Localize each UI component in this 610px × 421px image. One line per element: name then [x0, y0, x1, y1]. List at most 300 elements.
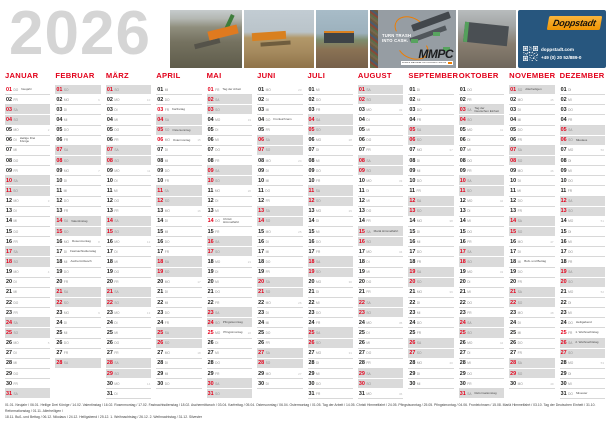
weekday-abbr: SO: [416, 280, 422, 285]
weekday-abbr: FR: [517, 209, 522, 214]
day-number: 12: [157, 198, 164, 205]
weekday-abbr: SO: [114, 371, 119, 376]
day-number: 24: [510, 319, 517, 326]
weekday-abbr: MO: [63, 168, 70, 173]
day-cell: [257, 166, 302, 176]
weekday-abbr: MO: [114, 310, 120, 315]
day-cell: [560, 197, 605, 207]
mmpc-ad-panel: [370, 10, 456, 68]
day-cell: [560, 126, 605, 136]
day-cell: [509, 247, 554, 257]
day-number: 11: [308, 187, 315, 194]
weekday-abbr: MI: [366, 341, 370, 346]
day-cell: [55, 85, 100, 95]
day-number: 24: [6, 319, 12, 326]
day-number: 29: [6, 370, 12, 377]
day-cell: [408, 176, 453, 186]
day-cell: [308, 298, 353, 308]
day-cell: [207, 318, 252, 328]
day-number: 30: [6, 380, 12, 387]
weekday-abbr: MO: [265, 87, 271, 92]
day-number: 21: [409, 289, 416, 296]
day-number: 13: [56, 208, 63, 215]
day-number: 21: [510, 289, 517, 296]
day-number: 15: [358, 228, 365, 235]
week-number: 28: [348, 138, 352, 143]
day-number: 31: [207, 390, 214, 397]
weekday-abbr: MO: [366, 320, 372, 325]
day-cell: [308, 308, 353, 318]
day-number: 01: [157, 86, 164, 93]
day-cell: [156, 359, 201, 369]
day-cell: [560, 359, 605, 369]
day-number: 15: [308, 228, 315, 235]
weekday-abbr: SA: [13, 320, 18, 325]
weekday-abbr: DI: [568, 300, 572, 305]
weekday-abbr: SA: [114, 148, 119, 153]
day-number: 26: [510, 340, 517, 347]
week-number: 36: [398, 391, 403, 396]
day-cell: [106, 369, 151, 379]
month-name: FEBRUAR: [55, 71, 95, 80]
day-number: 29: [358, 370, 365, 377]
day-number: 18: [308, 258, 315, 265]
day-cell: [308, 217, 353, 227]
day-number: 04: [459, 116, 466, 123]
weekday-abbr: DO: [568, 107, 573, 112]
day-number: 25: [56, 329, 63, 336]
day-number: 28: [358, 360, 365, 367]
day-number: 28: [56, 360, 63, 367]
weekday-abbr: SO: [114, 300, 119, 305]
day-cell: [5, 257, 50, 267]
day-cell: [509, 318, 554, 328]
weekday-abbr: SO: [114, 158, 119, 163]
weekday-abbr: DO: [265, 330, 271, 335]
day-number: 05: [6, 127, 12, 134]
weekday-abbr: DO: [568, 391, 573, 396]
weekday-abbr: MI: [164, 87, 169, 92]
day-number: 05: [560, 127, 567, 134]
day-cell: [459, 217, 504, 227]
day-cell: [257, 379, 302, 389]
weekday-abbr: MI: [467, 361, 471, 366]
day-number: 07: [6, 147, 12, 154]
day-cell: [560, 308, 605, 318]
day-number: 27: [258, 350, 265, 357]
day-cell: [207, 126, 252, 136]
day-number: 18: [56, 258, 63, 265]
day-number: 23: [560, 309, 567, 316]
weekday-abbr: MI: [568, 97, 572, 102]
day-cell: [257, 369, 302, 379]
day-number: 07: [308, 147, 315, 154]
day-number: 10: [459, 177, 466, 184]
weekday-abbr: MO: [63, 310, 70, 315]
day-number: 12: [258, 198, 265, 205]
weekday-abbr: SA: [517, 361, 522, 366]
day-number: 21: [106, 289, 113, 296]
day-cell: [408, 288, 453, 298]
day-cell: [207, 298, 252, 308]
day-cell: [106, 257, 151, 267]
day-cell: [257, 136, 302, 146]
day-number: 22: [207, 299, 214, 306]
day-cell: [5, 339, 50, 349]
day-cell: [55, 207, 100, 217]
day-number: 05: [358, 127, 365, 134]
day-cell: [106, 146, 151, 156]
weekday-abbr: DO: [13, 158, 19, 163]
weekday-abbr: MI: [265, 249, 270, 254]
day-cell: [5, 379, 50, 389]
day-number: 20: [308, 279, 315, 286]
day-number: 27: [157, 350, 164, 357]
day-cell: [560, 176, 605, 186]
weekday-abbr: FR: [164, 107, 169, 112]
day-cell: [308, 166, 353, 176]
day-number: 14: [308, 218, 315, 225]
weekday-abbr: MO: [214, 188, 220, 193]
day-cell: [106, 288, 151, 298]
weekday-abbr: FR: [366, 148, 371, 153]
day-cell: [358, 308, 403, 318]
holiday-note: Pfingstsonntag: [222, 320, 243, 325]
weekday-abbr: FR: [416, 330, 422, 335]
day-cell: [106, 136, 151, 146]
day-number: 22: [510, 299, 517, 306]
weekday-abbr: MO: [366, 107, 372, 112]
weekday-abbr: SO: [265, 361, 271, 366]
day-number: 31: [308, 390, 315, 397]
day-cell: [156, 379, 201, 389]
day-cell: [257, 95, 302, 105]
weekday-abbr: MO: [164, 351, 170, 356]
weekday-abbr: SA: [366, 371, 371, 376]
day-cell: [156, 136, 201, 146]
day-number: 14: [207, 218, 214, 225]
day-cell: [106, 95, 151, 105]
day-cell: [257, 207, 302, 217]
calendar-grid: [5, 70, 605, 399]
weekday-abbr: FR: [215, 229, 220, 234]
weekday-abbr: SO: [366, 97, 372, 102]
day-number: 24: [106, 319, 113, 326]
day-number: 19: [207, 269, 214, 276]
day-cell: [207, 389, 252, 399]
day-number: 03: [459, 106, 466, 113]
day-number: 24: [207, 319, 214, 326]
day-cell: [207, 207, 252, 217]
day-cell: [408, 207, 453, 217]
trash-photo-strip: [370, 10, 378, 68]
weekday-abbr: MI: [366, 270, 370, 275]
day-number: 14: [510, 218, 517, 225]
weekday-abbr: MI: [164, 300, 169, 305]
week-number: 53: [600, 361, 604, 366]
weekday-abbr: DO: [316, 381, 321, 386]
day-number: 09: [6, 167, 12, 174]
weekday-abbr: DI: [164, 361, 168, 366]
day-number: 02: [459, 96, 466, 103]
weekday-abbr: MO: [215, 259, 221, 264]
holiday-legend: [5, 403, 605, 420]
day-number: 15: [459, 228, 466, 235]
week-number: 30: [348, 280, 352, 285]
weekday-abbr: FR: [63, 138, 69, 143]
weekday-abbr: MI: [13, 148, 18, 153]
day-number: 23: [56, 309, 63, 316]
weekday-abbr: MI: [63, 330, 68, 335]
holiday-note: Aschermittwoch: [70, 259, 92, 264]
day-cell: [156, 105, 201, 115]
day-cell: [509, 156, 554, 166]
weekday-abbr: SA: [215, 381, 220, 386]
weekday-abbr: FR: [63, 351, 69, 356]
day-cell: [509, 298, 554, 308]
day-cell: [408, 359, 453, 369]
day-cell: [560, 105, 605, 115]
day-cell: [459, 328, 504, 338]
day-cell: [156, 328, 201, 338]
day-cell: [459, 156, 504, 166]
day-cell: [207, 359, 252, 369]
day-number: 01: [459, 86, 466, 93]
day-cell: [257, 227, 302, 237]
day-number: 22: [157, 299, 164, 306]
weekday-abbr: MO: [416, 148, 422, 153]
day-number: 14: [56, 218, 63, 225]
day-cell: [408, 227, 453, 237]
day-cell: [156, 115, 201, 125]
week-number: 12: [146, 239, 151, 244]
day-number: 30: [510, 380, 517, 387]
day-cell: [106, 359, 151, 369]
day-cell: [509, 146, 554, 156]
weekday-abbr: MI: [316, 371, 320, 376]
day-number: 17: [560, 248, 567, 255]
day-cell: [106, 389, 151, 399]
day-cell: [156, 217, 201, 227]
day-cell: [308, 359, 353, 369]
day-cell: [207, 115, 252, 125]
day-number: 15: [258, 228, 265, 235]
day-cell: [308, 237, 353, 247]
day-cell: [5, 95, 50, 105]
weekday-abbr: MI: [265, 320, 270, 325]
weekday-abbr: MO: [316, 209, 322, 214]
weekday-abbr: DI: [568, 158, 572, 163]
day-number: 10: [207, 177, 214, 184]
day-cell: [408, 217, 453, 227]
day-number: 14: [459, 218, 466, 225]
day-cell: [509, 349, 554, 359]
day-cell: [308, 288, 353, 298]
day-number: 28: [207, 360, 214, 367]
day-number: 21: [308, 289, 315, 296]
week-number: 32: [398, 107, 403, 112]
weekday-abbr: SO: [13, 117, 19, 122]
weekday-abbr: DO: [13, 300, 19, 305]
weekday-abbr: MI: [164, 371, 169, 376]
weekday-abbr: SO: [416, 209, 422, 214]
day-number: 04: [6, 116, 12, 123]
weekday-abbr: SO: [568, 351, 573, 356]
day-number: 11: [409, 187, 416, 194]
day-cell: [358, 85, 403, 95]
weekday-abbr: SO: [467, 330, 472, 335]
day-number: 05: [207, 127, 214, 134]
day-number: 21: [157, 289, 164, 296]
weekday-abbr: MI: [114, 259, 118, 264]
weekday-abbr: MO: [164, 138, 170, 143]
weekday-abbr: FR: [13, 381, 18, 386]
weekday-abbr: DI: [366, 117, 370, 122]
day-number: 05: [409, 127, 416, 134]
weekday-abbr: MI: [416, 168, 421, 173]
weekday-abbr: MO: [114, 168, 120, 173]
day-number: 17: [258, 248, 265, 255]
weekday-abbr: MO: [517, 168, 523, 173]
day-number: 29: [459, 370, 466, 377]
day-number: 19: [157, 269, 164, 276]
day-number: 31: [106, 390, 113, 397]
week-number: 10: [146, 97, 151, 102]
day-cell: [106, 197, 151, 207]
weekday-abbr: SA: [315, 188, 320, 193]
day-cell: [560, 166, 605, 176]
day-cell: [560, 389, 605, 399]
week-number: 39: [449, 290, 453, 295]
day-cell: [55, 166, 100, 176]
day-cell: [459, 207, 504, 217]
day-number: 20: [157, 279, 164, 286]
day-number: 09: [308, 167, 315, 174]
day-cell: [207, 217, 252, 227]
weekday-abbr: MI: [265, 178, 270, 183]
day-number: 17: [56, 248, 63, 255]
day-number: 10: [510, 177, 517, 184]
day-cell: [408, 308, 453, 318]
weekday-abbr: MI: [416, 239, 421, 244]
weekday-abbr: FR: [13, 168, 18, 173]
weekday-abbr: SO: [568, 280, 573, 285]
day-number: 07: [560, 147, 567, 154]
day-number: 21: [358, 289, 365, 296]
day-cell: [308, 379, 353, 389]
weekday-abbr: MO: [517, 381, 523, 386]
day-cell: [358, 298, 403, 308]
weekday-abbr: DI: [316, 148, 320, 153]
day-cell: [55, 288, 100, 298]
day-cell: [5, 288, 50, 298]
day-cell: [560, 146, 605, 156]
day-cell: [55, 257, 100, 267]
day-number: 07: [106, 147, 113, 154]
weekday-abbr: SO: [366, 168, 372, 173]
day-number: 01: [510, 86, 517, 93]
day-number: 16: [459, 238, 466, 245]
weekday-abbr: DO: [13, 229, 19, 234]
month-name: APRIL: [156, 71, 181, 80]
day-cell: [459, 318, 504, 328]
day-cell: [509, 95, 554, 105]
day-cell: [156, 237, 201, 247]
week-number: 41: [499, 128, 504, 133]
day-number: 27: [308, 350, 315, 357]
day-cell: [358, 389, 403, 399]
day-number: 27: [510, 350, 517, 357]
weekday-abbr: DO: [13, 87, 19, 92]
weekday-abbr: SA: [316, 259, 321, 264]
weekday-abbr: FR: [114, 138, 119, 143]
legend-line-1: 01.01. Neujahr / 06.01. Heilige Drei Könige / 14.02. Valentinstag / 16.02. Rosenmontag / 17.02. Fastnachtsdienstag / 18.02. Aschermittwoch / 03.04. Karfreitag / 05.04. Ostersonntag / 06.04. Ostermontag / 01.05. Tag der Arbeit / 14.05. Christi Himmelfahrt / 24.05. Pfingstsonntag / 25.05. Pfingstmontag / 04.06. Fronleichnam / 15.08. Mariä Himmelfahrt / 03.10. Tag der Deutschen Einheit / 31.10. Reformationstag / 01.11. Allerheiligen /: [5, 403, 596, 413]
photo-tracked-machine-on-dirt-road: [316, 10, 368, 68]
day-number: 06: [258, 137, 265, 144]
weekday-abbr: DO: [568, 178, 573, 183]
month-column: [5, 70, 50, 399]
day-cell: [257, 237, 302, 247]
week-number: 18: [197, 351, 201, 356]
weekday-abbr: MI: [114, 117, 118, 122]
day-cell: [257, 247, 302, 257]
weekday-abbr: SA: [467, 178, 472, 183]
day-cell: [257, 349, 302, 359]
day-number: 08: [459, 157, 466, 164]
day-cell: [358, 278, 403, 288]
weekday-abbr: SO: [13, 330, 19, 335]
weekday-abbr: MO: [517, 97, 523, 102]
day-cell: [560, 186, 605, 196]
week-number: 19: [247, 117, 252, 122]
day-cell: [156, 95, 201, 105]
weekday-abbr: MI: [517, 117, 522, 122]
day-number: 03: [560, 106, 567, 113]
day-number: 25: [207, 329, 214, 336]
day-number: 04: [560, 116, 567, 123]
day-cell: [5, 369, 50, 379]
weekday-abbr: DO: [215, 148, 220, 153]
day-number: 23: [358, 309, 365, 316]
day-cell: [207, 197, 252, 207]
day-cell: [156, 349, 201, 359]
day-number: 01: [56, 86, 63, 93]
day-cell: [308, 136, 353, 146]
week-number: 17: [197, 280, 201, 285]
day-number: 13: [157, 208, 164, 215]
day-cell: [509, 126, 554, 136]
day-number: 08: [207, 157, 214, 164]
weekday-abbr: SA: [114, 361, 119, 366]
weekday-abbr: SO: [164, 128, 170, 133]
day-cell: [156, 227, 201, 237]
day-number: 15: [157, 228, 164, 235]
day-cell: [308, 207, 353, 217]
day-number: 12: [56, 198, 63, 205]
day-cell: [560, 136, 605, 146]
weekday-abbr: MO: [114, 381, 120, 386]
weekday-abbr: MI: [416, 310, 421, 315]
holiday-note: Christi Himmelfahrt: [222, 217, 240, 225]
day-number: 13: [358, 208, 365, 215]
day-cell: [408, 278, 453, 288]
day-cell: [207, 146, 252, 156]
weekday-abbr: MO: [215, 117, 221, 122]
holiday-note: Tag der Arbeit: [222, 86, 241, 91]
day-number: 03: [409, 106, 416, 113]
week-number: 49: [550, 381, 554, 386]
day-cell: [308, 349, 353, 359]
